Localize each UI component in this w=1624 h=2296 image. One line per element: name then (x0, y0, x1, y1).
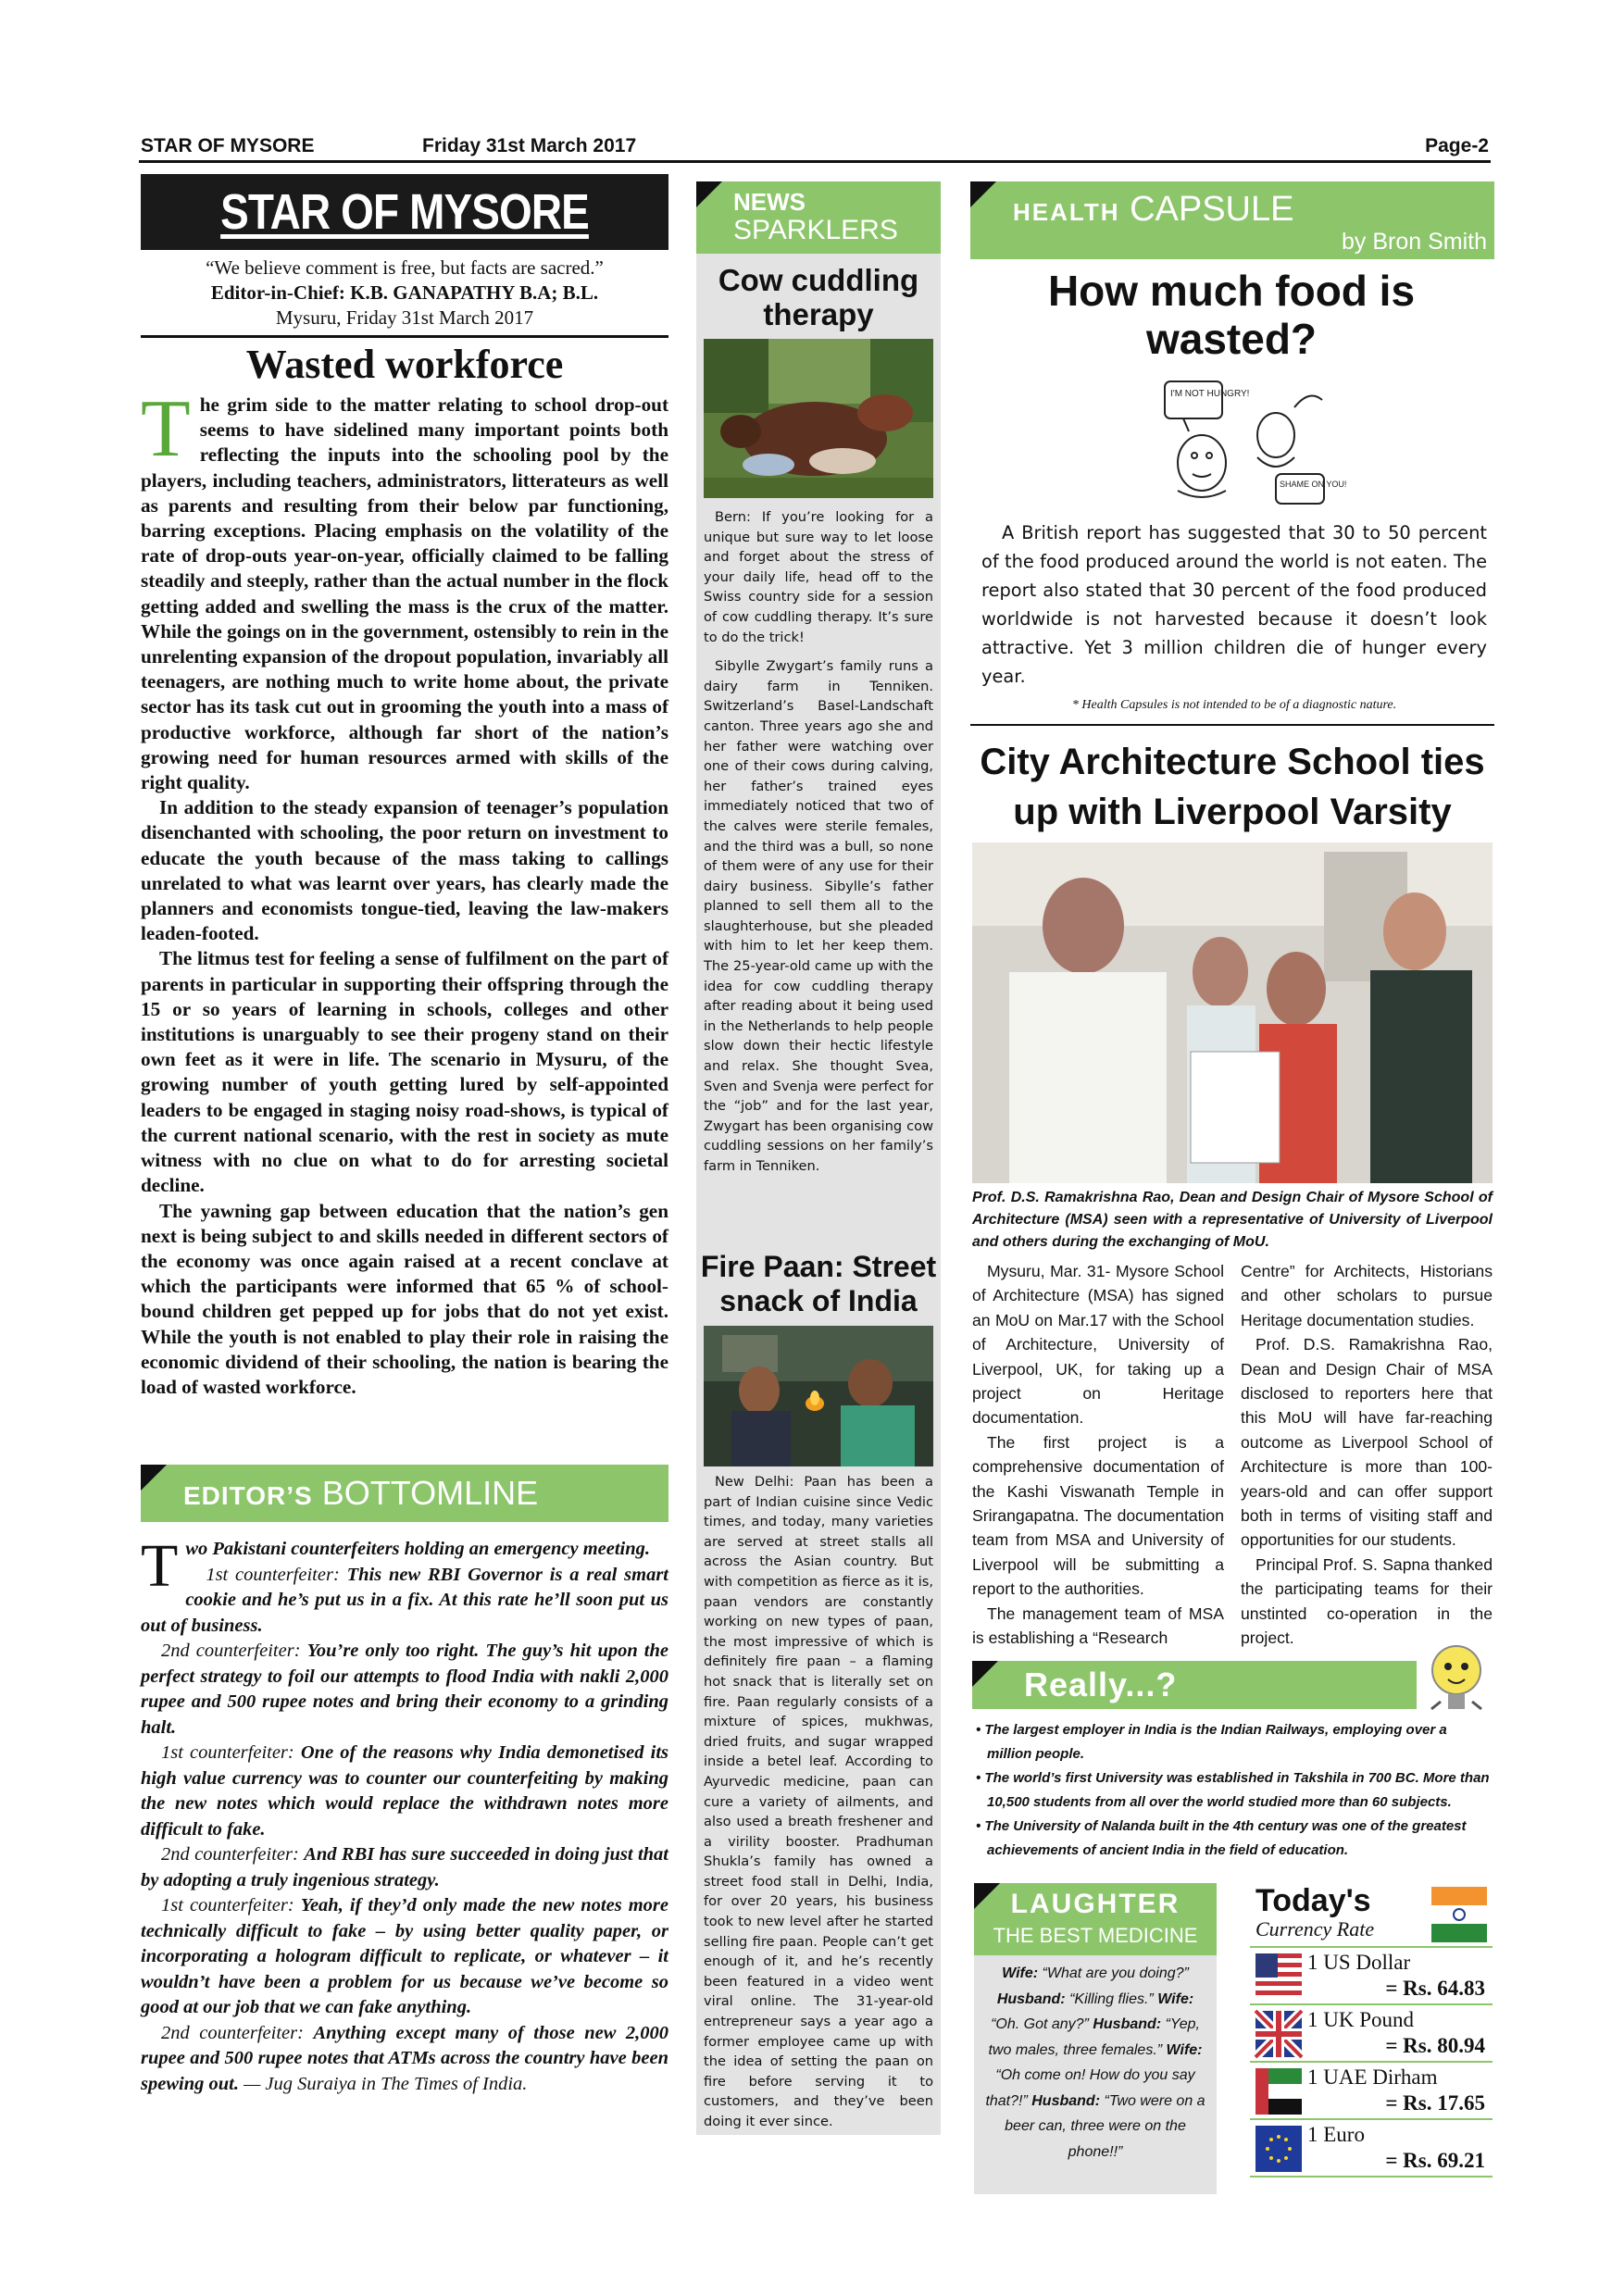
paan-story (704, 1472, 933, 2141)
masthead-tagline: “We believe comment is free, but facts are sacred.” (206, 256, 604, 279)
city-photo (972, 842, 1493, 1183)
story-paragraph: The first project is a comprehensive documentation of the Kashi Viswanath Temple in Srirangapatna. The documentation team from MSA and University of Liverpool will be submitting a report to the authorities. (972, 1432, 1224, 1599)
cow-story (704, 507, 933, 1186)
header-paper: STAR OF MYSORE (141, 135, 315, 156)
cartoon-bubble-1: I'M NOT HUNGRY! (1170, 389, 1250, 399)
masthead-logo: STAR OF MYSORE (141, 174, 668, 250)
paan-headline: Fire Paan: Street snack of India (700, 1250, 937, 1317)
bottomline-credit: — Jug Suraiya in The Times of India. (244, 2073, 528, 2094)
really-banner (972, 1661, 1417, 1709)
paan-photo (704, 1326, 933, 1466)
header-page: Page-2 (1425, 135, 1489, 156)
currency-row (1250, 2122, 1493, 2177)
city-story-left (972, 1259, 1224, 1651)
cartoon-bubble-2: SHAME ON YOU! (1280, 480, 1347, 489)
list-item: • The University of Nalanda built in the 4th century was one of the greatest achievements of ancient India in the field of education. (976, 1818, 1467, 1858)
currency-value: = Rs. 17.65 (1385, 2091, 1485, 2115)
editorial-paragraph: In addition to the steady expansion of teenager’s population disenchanted with schooling, the poor return on investment to educate the youth because of the mass taking to callings unrelated to what was learnt over years, has clearly made the planners and economists tongue-tied, leaving the law-makers leaden-footed. (141, 796, 668, 945)
city-caption: Prof. D.S. Ramakrishna Rao, Dean and Design Chair of Mysore School of Architecture (MSA) seen with a representative of University of Liverpool and others during the exchanging of MoU. (972, 1190, 1493, 1250)
uk-flag-icon (1255, 2011, 1302, 2057)
health-label-bold: HEALTH (1013, 198, 1120, 226)
currency-title: Today's (1255, 1883, 1371, 1918)
dialogue-line: One of the reasons why India demonetised its high value currency was to counter our counterfeiting by making the new notes which would replace the withdrawn notes more difficult to fake. (141, 1742, 669, 1840)
currency-value: = Rs. 69.21 (1385, 2149, 1485, 2172)
bottomline-label-bold: EDITOR’S (183, 1481, 313, 1510)
bottomline-body: T wo Pakistani counterfeiters holding an emergency meeting. 1st counterfeiter: This new RBI Governor is a real smart cookie and he’s put us in a fix. At this rate he’ll soon put us out of business. 2nd counterfeiter: You’re only too right. The guy’s hit upon the perfect strategy to foil our attempts to flood India with nakli 2,000 rupee and 500 rupee notes and bring their economy to a grinding halt. 1st counterfeiter: One of the reasons why India demonetised its high value currency was to counter our counterfeiting by making the new notes which would replace the withdrawn notes more difficult to fake. 2nd counterfeiter: And RBI has sure succeeded in doing just that by adopting a truly ingenious strategy. 1st counterfeiter: Yeah, if they’d only made the new notes more technically difficult to fake – by using better quality paper, or incorporating a hologram difficult to replicate, or whatever – it wouldn’t have been a problem for us because we’ve become so good at our job that we can fake anything. 2nd counterfeiter: Anything except many of those new 2,000 rupee and 500 rupee notes that ATMs across the country have been spewing out. — Jug Suraiya in The Times of India. (141, 1532, 669, 2094)
currency-row (1250, 2065, 1493, 2120)
paan-photo-illustration (704, 1326, 933, 1466)
masthead-editor: Editor-in-Chief: K.B. GANAPATHY B.A; B.L. (210, 281, 599, 304)
health-headline: How much food is wasted? (1047, 267, 1416, 363)
editorial-paragraph: The yawning gap between education that the nation’s gen next is being subject to and skills needed in different sectors of the economy was once again raised at a recent conclave at which the participants were informed that 65 % of school-bound children get pepped up for jobs that do not yet exist. While the youth is not enabled to play their role in raising the economic dividend of their schooling, the nation is bearing the load of wasted workforce. (141, 1199, 668, 1398)
editorial-paragraph: The litmus test for feeling a sense of fulfilment on the part of parents in particular in supporting their offspring through the 15 or so years of learning in schools, colleges and other institutions is unarguably to see their progeny stand on their own feet as it were in life. The scenario in Mysuru, of the growing number of youth getting lured by self-appointed leaders to be engaged in staging noisy road-shows, is typical of the current national scenario, with the rest in society as mute witness with no clue on what to do for arresting societal decline. (141, 947, 668, 1197)
editorial-paragraph: he grim side to the matter relating to school drop-out seems to have sidelined many important points both reflecting the inputs into the schooling pool by the players, including teachers, administrators, litterateurs as well as parents and resulting from their below par functioning, barring exceptions. Placing emphasis on the volatility of the rate of drop-outs year-on-year, officially claimed to be falling steadily and steeply, rather than the actual number in the flock getting added and swelling the mass is the crux of the matter. While the goings on in the government, ostensibly to rein in the unrelenting expansion of the dropout population, invariably all teenagers, are nothing much to write home about, the private sector has its task cut out in grooming the youth into a mass of productive workforce, although far short of the nation’s growing need for human resources armed with skills of the right quality. (141, 393, 668, 794)
health-label: CAPSULE (1130, 190, 1294, 229)
sparklers-label-top: NEWS (733, 188, 806, 216)
banner-corner (970, 181, 996, 207)
story-paragraph: Prof. D.S. Ramakrishna Rao, Dean and Design Chair of MSA disclosed to reporters here that this MoU will have far-reaching outcome as Liverpool School of Architecture is more than 100-years-old and can offer support both in terms of visiting staff and opportunities for our students. (1241, 1335, 1493, 1550)
lightbulb-icon (1422, 1637, 1491, 1716)
uae-flag-icon (1255, 2068, 1302, 2115)
currency-name: 1 Euro (1307, 2123, 1365, 2146)
health-rule (970, 724, 1494, 726)
currency-value: = Rs. 64.83 (1385, 1977, 1485, 2000)
sparklers-banner (696, 181, 941, 254)
dialogue-line: Yeah, if they’d only made the new notes more technically difficult to fake – by using better quality paper, or incorporating a hologram difficult to replicate, or whatever – it wouldn’t have been a problem for us because we’ve become so good at our job that we can fake anything. (141, 1895, 669, 2017)
really-list (974, 1718, 1493, 1863)
us-flag-icon (1255, 1953, 1302, 2000)
editorial-headline: Wasted workforce (245, 342, 564, 387)
laughter-label-top: LAUGHTER (1010, 1889, 1181, 1919)
currency-name: 1 US Dollar (1307, 1951, 1411, 1974)
bottomline-label: BOTTOMLINE (321, 1474, 539, 1512)
cartoon-illustration (1137, 370, 1347, 509)
city-story-right (1241, 1259, 1493, 1651)
currency-name: 1 UAE Dirham (1307, 2065, 1438, 2089)
laughter-label-bottom: THE BEST MEDICINE (993, 1924, 1198, 1947)
laughter-banner (974, 1883, 1217, 1955)
list-item: • The world’s first University was established in Takshila in 700 BC. More than 10,500 students from all over the world studied more than 60 subjects. (976, 1770, 1490, 1810)
dialogue-line: And RBI has sure succeeded in doing just that by adopting a truly ingenious strategy. (141, 1844, 668, 1890)
health-byline: by Bron Smith (1341, 229, 1487, 255)
health-banner (970, 181, 1494, 259)
eu-flag-icon (1255, 2126, 1302, 2172)
currency-box (1250, 1883, 1493, 2194)
cow-photo-illustration (704, 339, 933, 498)
sparklers-label-bottom: SPARKLERS (733, 215, 898, 245)
really-label: Really...? (1024, 1666, 1178, 1703)
story-paragraph: Mysuru, Mar. 31- Mysore School of Architecture (MSA) has signed an MoU on Mar.17 with the School of Architecture, University of Liverpool, UK, for taking up a project on Heritage documentation. (972, 1262, 1224, 1428)
header-date: Friday 31st March 2017 (422, 135, 637, 156)
story-paragraph: Centre” for Architects, Historians and other scholars to pursue Heritage documentation studies. (1241, 1262, 1493, 1329)
bottomline-intro: wo Pakistani counterfeiters holding an emergency meeting. (185, 1539, 651, 1559)
health-text: A British report has suggested that 30 to 50 percent of the food produced around the world is not eaten. The report also stated that 30 percent of the food produced worldwide is not harvested because it doesn’t look attractive. Yet 3 million children die of hunger every year. (981, 522, 1487, 687)
banner-corner (696, 181, 722, 207)
india-flag-icon (1431, 1887, 1487, 1942)
bottomline-banner (141, 1465, 668, 1522)
story-paragraph: Sibylle Zwygart’s family runs a dairy farm in Tenniken. Switzerland’s Basel-Landschaft canton. Three years ago she and her father were watching over one of their cows during calving, her father’s trained eyes immediately noticed that two of the calves were sterile females, and the third was a bull, so none of them were of any use for their dairy business. Sibylle’s father planned to sell them all to the slaughterhouse, but she pleaded with him to let her keep them. The 25-year-old came up with the idea for cow cuddling therapy after reading about it being used in the Netherlands to help people slow down their hectic lifestyle and relax. She thought Svea, Sven and Svenja were perfect for the “job” and for the last year, Zwygart has been organising cow cuddling sessions on her family’s farm in Tenniken. (704, 658, 933, 1174)
health-cartoon (1137, 370, 1347, 509)
running-header (139, 131, 1491, 163)
masthead-rule (141, 335, 668, 338)
editorial-dropcap: T (141, 384, 191, 474)
currency-value: = Rs. 80.94 (1385, 2034, 1485, 2057)
laughter-box (974, 1883, 1217, 2194)
banner-corner (972, 1661, 998, 1687)
story-paragraph: New Delhi: Paan has been a part of Indian cuisine since Vedic times, and today, many varieties are served at street stalls all across the Asian country. But with competition as fierce as it is, paan vendors are constantly working on new types of paan, the most impressive of which is definitely fire paan – a flaming hot snack that is literally set on fire. Paan regularly consists of a mixture of spices, mukhwas, dried fruits, and sugar wrapped inside a betel leaf. According to Ayurvedic medicine, paan can cure a variety of ailments, and also used a breath freshener and a virility booster. Pradhuman Shukla’s family has owned a street food stall in Delhi, India, for over 20 years, his business took to new level after he started selling fire paan. People can’t get enough of it, and he’s recently been featured in a video went viral online. The 31-year-old entrepreneur says a year ago a former employee came up with the idea of setting the paan on fire before serving it to customers, and they’ve been doing it ever since. (704, 1474, 933, 2129)
currency-name: 1 UK Pound (1307, 2008, 1415, 2031)
bottomline-dropcap: T (141, 1532, 179, 1600)
editorial-body (141, 384, 668, 1400)
currency-row (1250, 2007, 1493, 2063)
laughter-joke: Wife: “What are you doing?” Husband: “Killing flies.” Wife: “Oh. Got any?” Husband: “Yep, two males, three females.” Wife: “Oh come on! How do you say that?!” Husband: “Two were on a beer can, three were on the phone!!” (985, 1965, 1206, 2160)
dialogue-line: You’re only too right. The guy’s hit upon the perfect strategy to foil our attempts to flood India with nakli 2,000 rupee and 500 rupee notes and bring their economy to a grinding halt. (141, 1641, 669, 1738)
story-paragraph: Principal Prof. S. Sapna thanked the participating teams for their unstinted co-operation in the project. (1241, 1554, 1493, 1648)
masthead-dateline: Mysuru, Friday 31st March 2017 (275, 306, 534, 329)
dialogue-line: Anything except many of those new 2,000 rupee and 500 rupee notes that ATMs across the country have been spewing out. (141, 2022, 668, 2094)
health-note: * Health Capsules is not intended to be of a diagnostic nature. (1071, 698, 1397, 712)
currency-row (1250, 1950, 1493, 2005)
cow-headline: Cow cuddling therapy (718, 263, 919, 331)
story-paragraph: Bern: If you’re looking for a unique but sure way to let loose and forget about the stress of your daily life, head off to the Swiss country side for a session of cow cuddling therapy. It’s sure to do the trick! (704, 509, 933, 645)
dialogue-line: This new RBI Governor is a real smart cookie and he’s put us in a fix. At this rate he’ll soon put us out of business. (141, 1564, 669, 1636)
city-headline: City Architecture School ties up with Liverpool Varsity (980, 742, 1485, 832)
list-item: • The largest employer in India is the Indian Railways, employing over a million people. (976, 1722, 1447, 1762)
currency-subtitle: Currency Rate (1255, 1917, 1375, 1940)
banner-corner (141, 1465, 167, 1491)
story-paragraph: The management team of MSA is establishing a “Research (972, 1603, 1224, 1648)
cow-photo (704, 339, 933, 498)
city-photo-illustration (972, 842, 1493, 1183)
